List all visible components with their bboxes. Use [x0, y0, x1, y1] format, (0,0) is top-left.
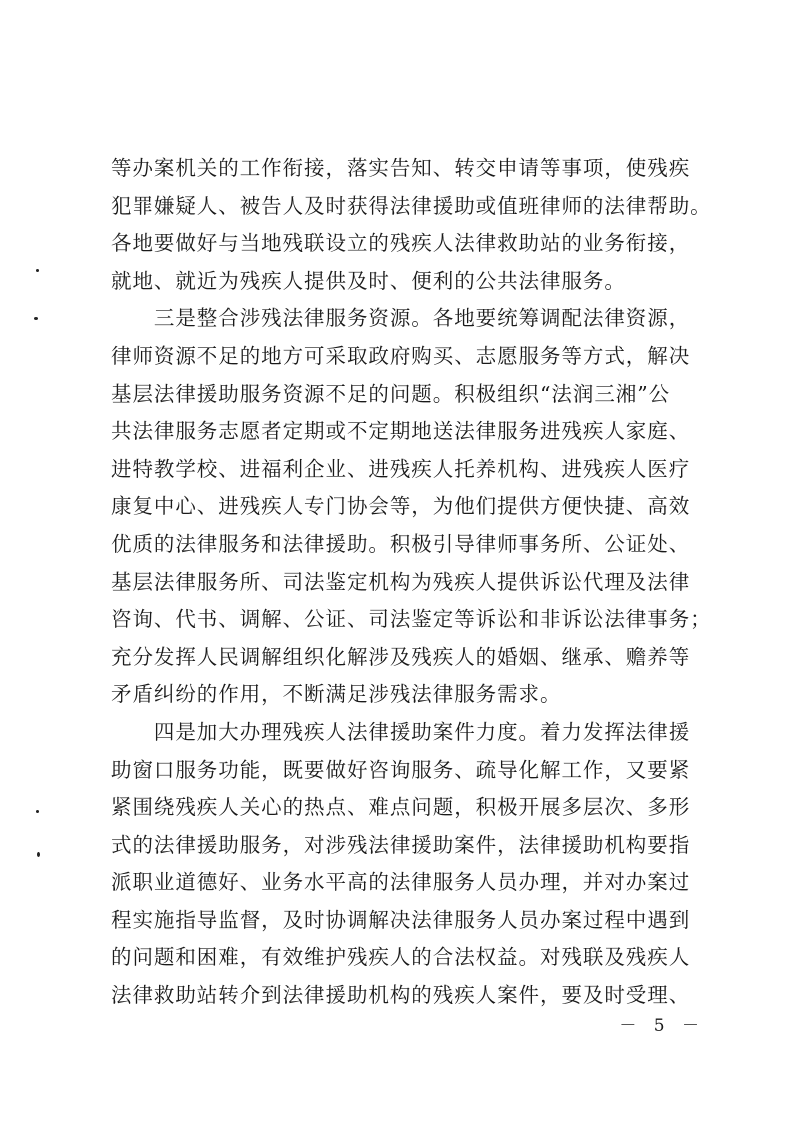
text-line: 等办案机关的工作衔接，落实告知、转交申请等事项，使残疾	[111, 156, 691, 180]
text-line: 派职业道德好、业务水平高的法律服务人员办理，并对办案过	[111, 870, 691, 895]
text-line: 法律救助站转介到法律援助机构的残疾人案件，要及时受理、	[111, 983, 691, 1008]
scan-speck	[37, 852, 40, 857]
text-line: 共法律服务志愿者定期或不定期地送法律服务进残疾人家庭、	[111, 419, 691, 444]
text-line: 康复中心、进残疾人专门协会等，为他们提供方便快捷、高效	[111, 494, 691, 519]
text-line: 紧围绕残疾人关心的热点、难点问题，积极开展多层次、多形	[111, 795, 691, 820]
text-line: 充分发挥人民调解组织化解涉及残疾人的婚姻、继承、赡养等	[111, 644, 691, 669]
body-text	[111, 150, 711, 1015]
text-line: 四是加大办理残疾人法律援助案件力度。着力发挥法律援	[111, 719, 691, 744]
text-line: 的问题和困难，有效维护残疾人的合法权益。对残联及残疾人	[111, 945, 691, 970]
text-line: 助窗口服务功能，既要做好咨询服务、疏导化解工作，又要紧	[111, 757, 691, 782]
text-line: 犯罪嫌疑人、被告人及时获得法律援助或值班律师的法律帮助。	[111, 193, 712, 218]
text-line: 式的法律援助服务，对涉残法律援助案件，法律援助机构要指	[111, 832, 691, 857]
text-line: 优质的法律服务和法律援助。积极引导律师事务所、公证处、	[111, 531, 691, 556]
scan-speck	[36, 269, 39, 272]
text-line: 各地要做好与当地残联设立的残疾人法律救助站的业务衔接，	[111, 231, 691, 256]
text-line: 律师资源不足的地方可采取政府购买、志愿服务等方式，解决	[111, 343, 691, 368]
page-number: － 5 －	[619, 1016, 705, 1036]
text-line: 三是整合涉残法律服务资源。各地要统筹调配法律资源，	[111, 306, 691, 331]
text-line: 进特教学校、进福利企业、进残疾人托养机构、进残疾人医疗	[111, 456, 691, 481]
text-line: 基层法律援助服务资源不足的问题。积极组织“法润三湘”公	[111, 381, 671, 406]
scan-speck	[34, 317, 38, 320]
scan-speck	[36, 810, 39, 813]
text-line: 咨询、代书、调解、公证、司法鉴定等诉讼和非诉讼法律事务；	[111, 607, 712, 632]
text-line: 矛盾纠纷的作用，不断满足涉残法律服务需求。	[111, 682, 562, 707]
text-line: 就地、就近为残疾人提供及时、便利的公共法律服务。	[111, 268, 626, 293]
text-line: 程实施指导监督，及时协调解决法律服务人员办案过程中遇到	[111, 907, 691, 932]
text-line: 基层法律服务所、司法鉴定机构为残疾人提供诉讼代理及法律	[111, 569, 691, 594]
